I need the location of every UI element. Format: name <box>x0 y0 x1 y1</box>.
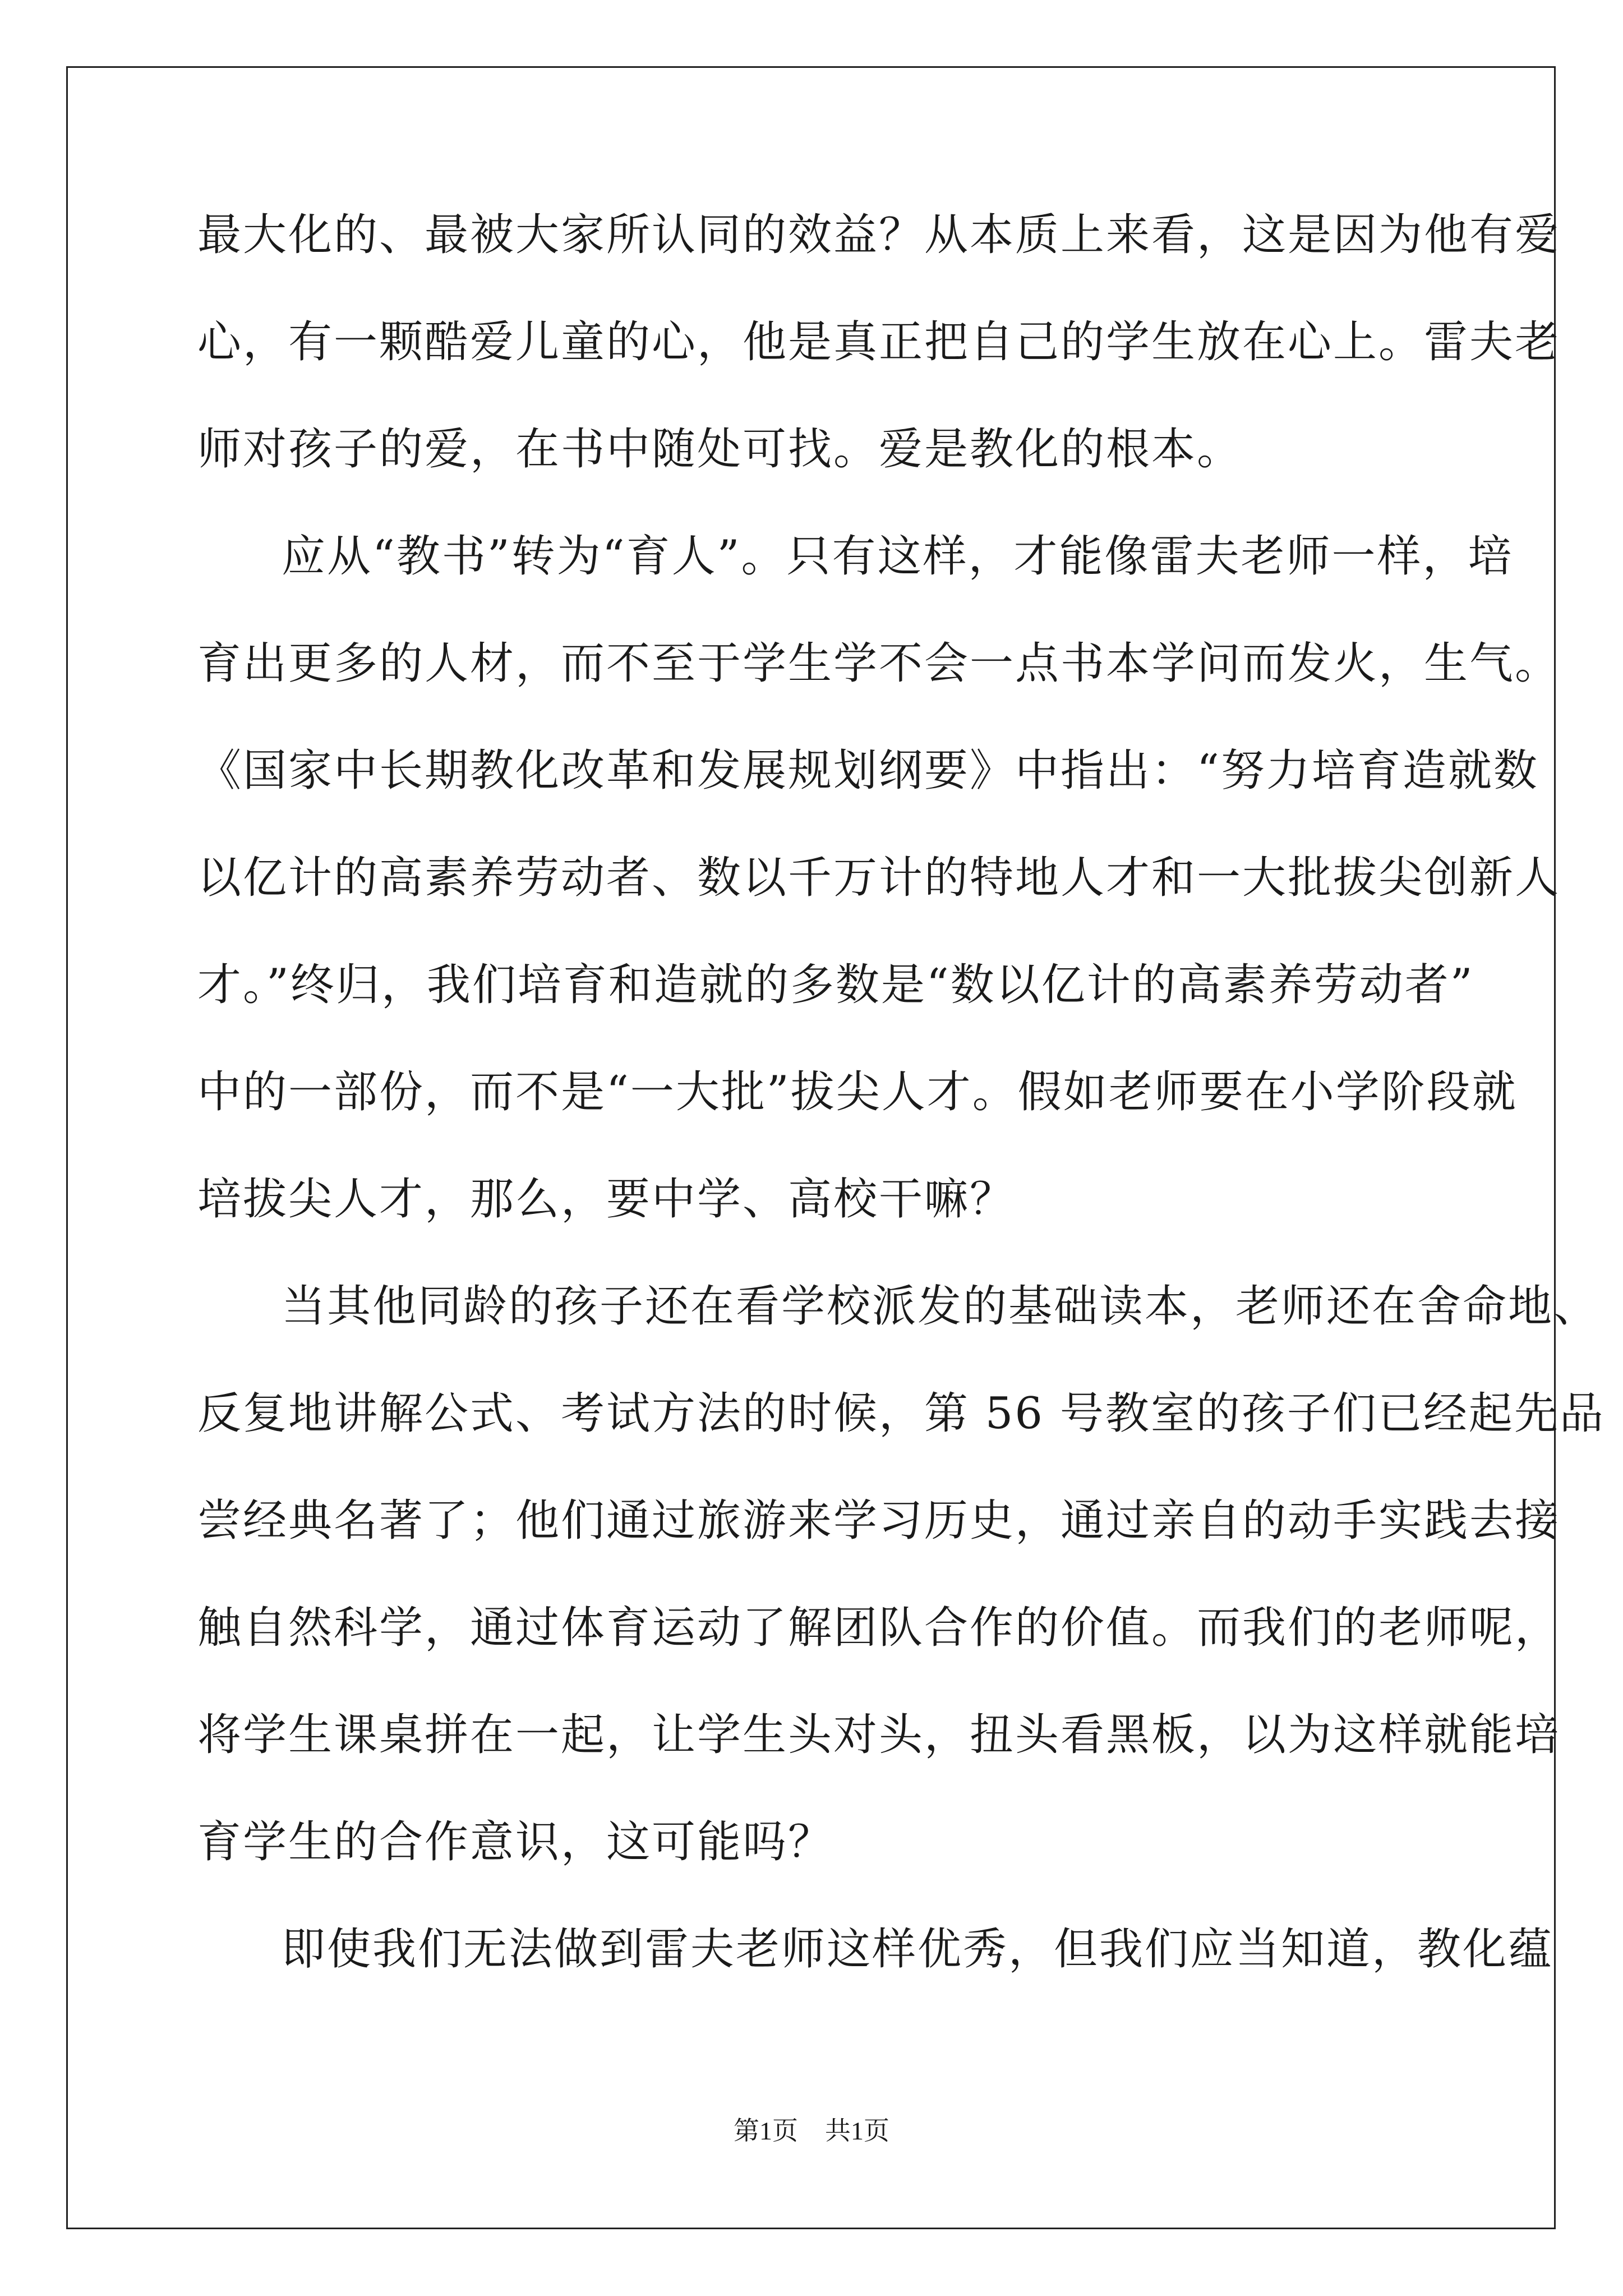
page-number-current: 第1页 <box>734 2116 798 2145</box>
paragraph-start-line: 应从“教书”转为“育人”。只有这样，才能像雷夫老师一样，培 <box>282 531 1514 582</box>
text-line: 心，有一颗酷爱儿童的心，他是真正把自己的学生放在心上。雷夫老 <box>197 317 1561 367</box>
text-line: 才。”终归，我们培育和造就的多数是“数以亿计的高素养劳动者” <box>197 960 1474 1010</box>
text-line: 将学生课桌拼在一起，让学生头对头，扭头看黑板，以为这样就能培 <box>197 1710 1561 1760</box>
text-line: 育出更多的人材，而不至于学生学不会一点书本学问而发火，生气。 <box>197 638 1561 689</box>
text-line: 以亿计的高素养劳动者、数以千万计的特地人才和一大批拔尖创新人 <box>197 853 1561 903</box>
document-body <box>197 210 1605 2035</box>
page-number-total: 共1页 <box>825 2116 889 2145</box>
text-line: 培拔尖人才，那么，要中学、高校干嘛？ <box>197 1174 1016 1225</box>
text-line: 《国家中长期教化改革和发展规划纲要》中指出：“努力培育造就数 <box>197 746 1539 796</box>
paragraph-start-line: 即使我们无法做到雷夫老师这样优秀，但我们应当知道，教化蕴 <box>282 1924 1554 1975</box>
text-line: 师对孩子的爱，在书中随处可找。爱是教化的根本。 <box>197 424 1243 475</box>
text-line: 尝经典名著了；他们通过旅游来学习历史，通过亲自的动手实践去接 <box>197 1496 1561 1546</box>
text-line: 中的一部份，而不是“一大批”拔尖人才。假如老师要在小学阶段就 <box>197 1067 1518 1117</box>
text-line: 育学生的合作意识，这可能吗？ <box>197 1817 834 1867</box>
text-line: 反复地讲解公式、考试方法的时候，第 56 号教室的孩子们已经起先品 <box>197 1388 1605 1439</box>
text-line: 最大化的、最被大家所认同的效益？从本质上来看，这是因为他有爱 <box>197 210 1561 260</box>
text-line: 触自然科学，通过体育运动了解团队合作的价值。而我们的老师呢， <box>197 1603 1561 1653</box>
paragraph-start-line: 当其他同龄的孩子还在看学校派发的基础读本，老师还在舍命地、 <box>282 1281 1599 1332</box>
page-footer <box>0 2118 1623 2144</box>
